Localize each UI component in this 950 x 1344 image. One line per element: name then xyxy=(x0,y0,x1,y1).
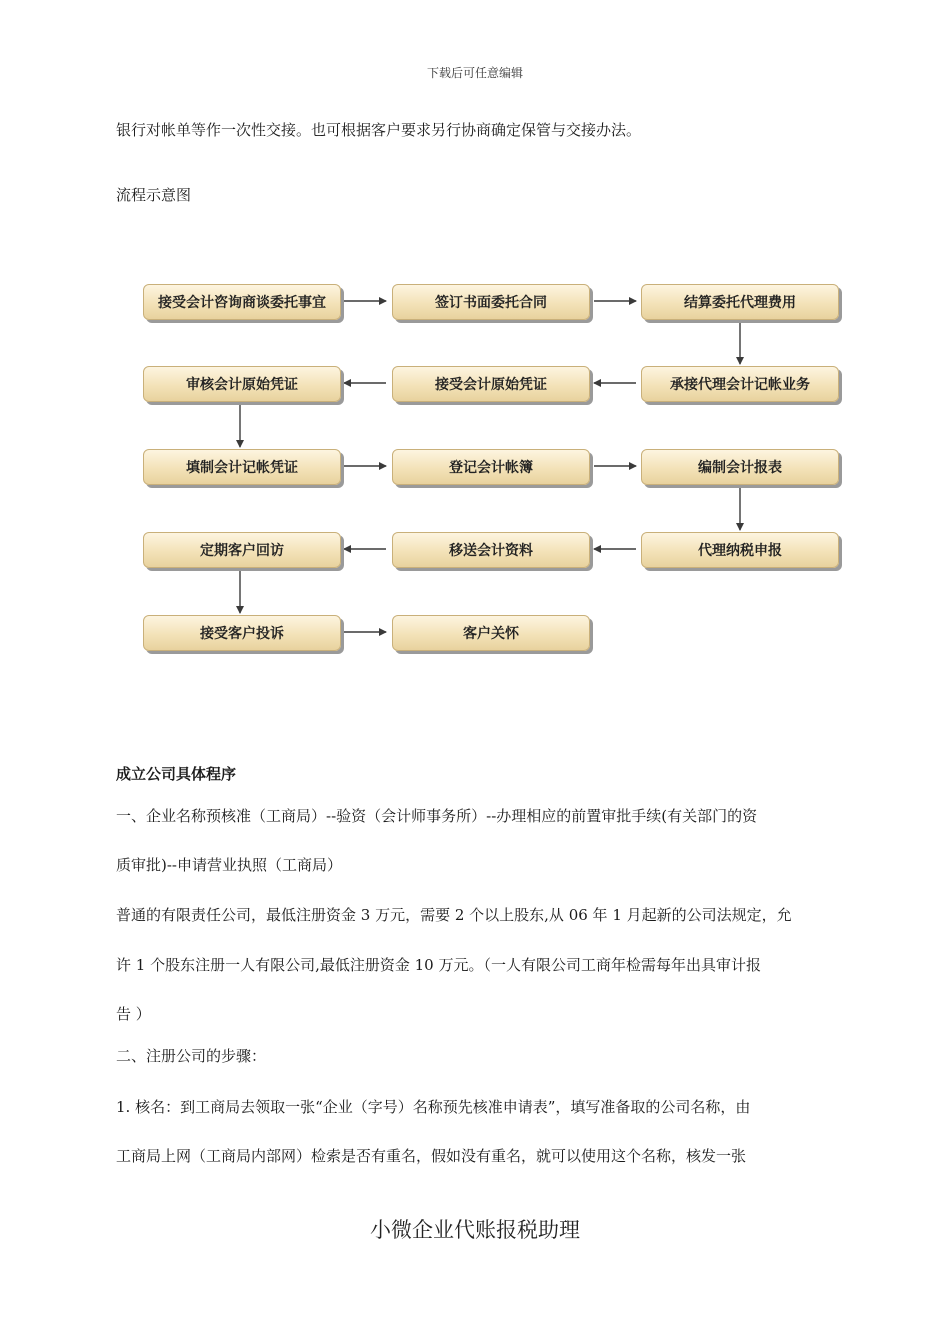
flow-node: 客户关怀 xyxy=(392,615,590,651)
section-title: 成立公司具体程序 xyxy=(116,765,237,783)
page-footer: 小微企业代账报税助理 xyxy=(370,1218,580,1242)
flow-node: 代理纳税申报 xyxy=(641,532,839,568)
flow-node: 审核会计原始凭证 xyxy=(143,366,341,402)
paragraph-line: 二、注册公司的步骤： xyxy=(116,1047,267,1065)
paragraph-line: 许 1 个股东注册一人有限公司,最低注册资金 10 万元。（一人有限公司工商年检需每年出具审计报 xyxy=(116,956,761,974)
flow-node: 移送会计资料 xyxy=(392,532,590,568)
page-header: 下载后可任意编辑 xyxy=(426,66,523,80)
paragraph-line: 质审批)--申请营业执照（工商局） xyxy=(116,856,342,874)
flow-node: 签订书面委托合同 xyxy=(392,284,590,320)
paragraph-line: 工商局上网（工商局内部网）检索是否有重名，假如没有重名，就可以使用这个名称，核发一张 xyxy=(116,1147,747,1165)
paragraph-line: 普通的有限责任公司，最低注册资金 3 万元，需要 2 个以上股东,从 06 年 1 月起新的公司法规定，允 xyxy=(116,906,792,924)
flow-node: 编制会计报表 xyxy=(641,449,839,485)
flow-node: 登记会计帐簿 xyxy=(392,449,590,485)
flow-node: 接受客户投诉 xyxy=(143,615,341,651)
flow-node: 承接代理会计记帐业务 xyxy=(641,366,839,402)
intro-line: 银行对帐单等作一次性交接。也可根据客户要求另行协商确定保管与交接办法。 xyxy=(116,121,642,139)
flow-node: 定期客户回访 xyxy=(143,532,341,568)
paragraph-line: 告 ） xyxy=(116,1005,151,1023)
paragraph-line: 一、企业名称预核准（工商局）--验资（会计师事务所）--办理相应的前置审批手续(有关部门的资 xyxy=(116,807,758,825)
flow-node: 接受会计原始凭证 xyxy=(392,366,590,402)
flow-node: 填制会计记帐凭证 xyxy=(143,449,341,485)
flow-node: 结算委托代理费用 xyxy=(641,284,839,320)
flow-node: 接受会计咨询商谈委托事宜 xyxy=(143,284,341,320)
flow-title: 流程示意图 xyxy=(116,186,192,204)
paragraph-line: 1. 核名：到工商局去领取一张“企业（字号）名称预先核准申请表”，填写准备取的公司名称，由 xyxy=(116,1098,751,1116)
